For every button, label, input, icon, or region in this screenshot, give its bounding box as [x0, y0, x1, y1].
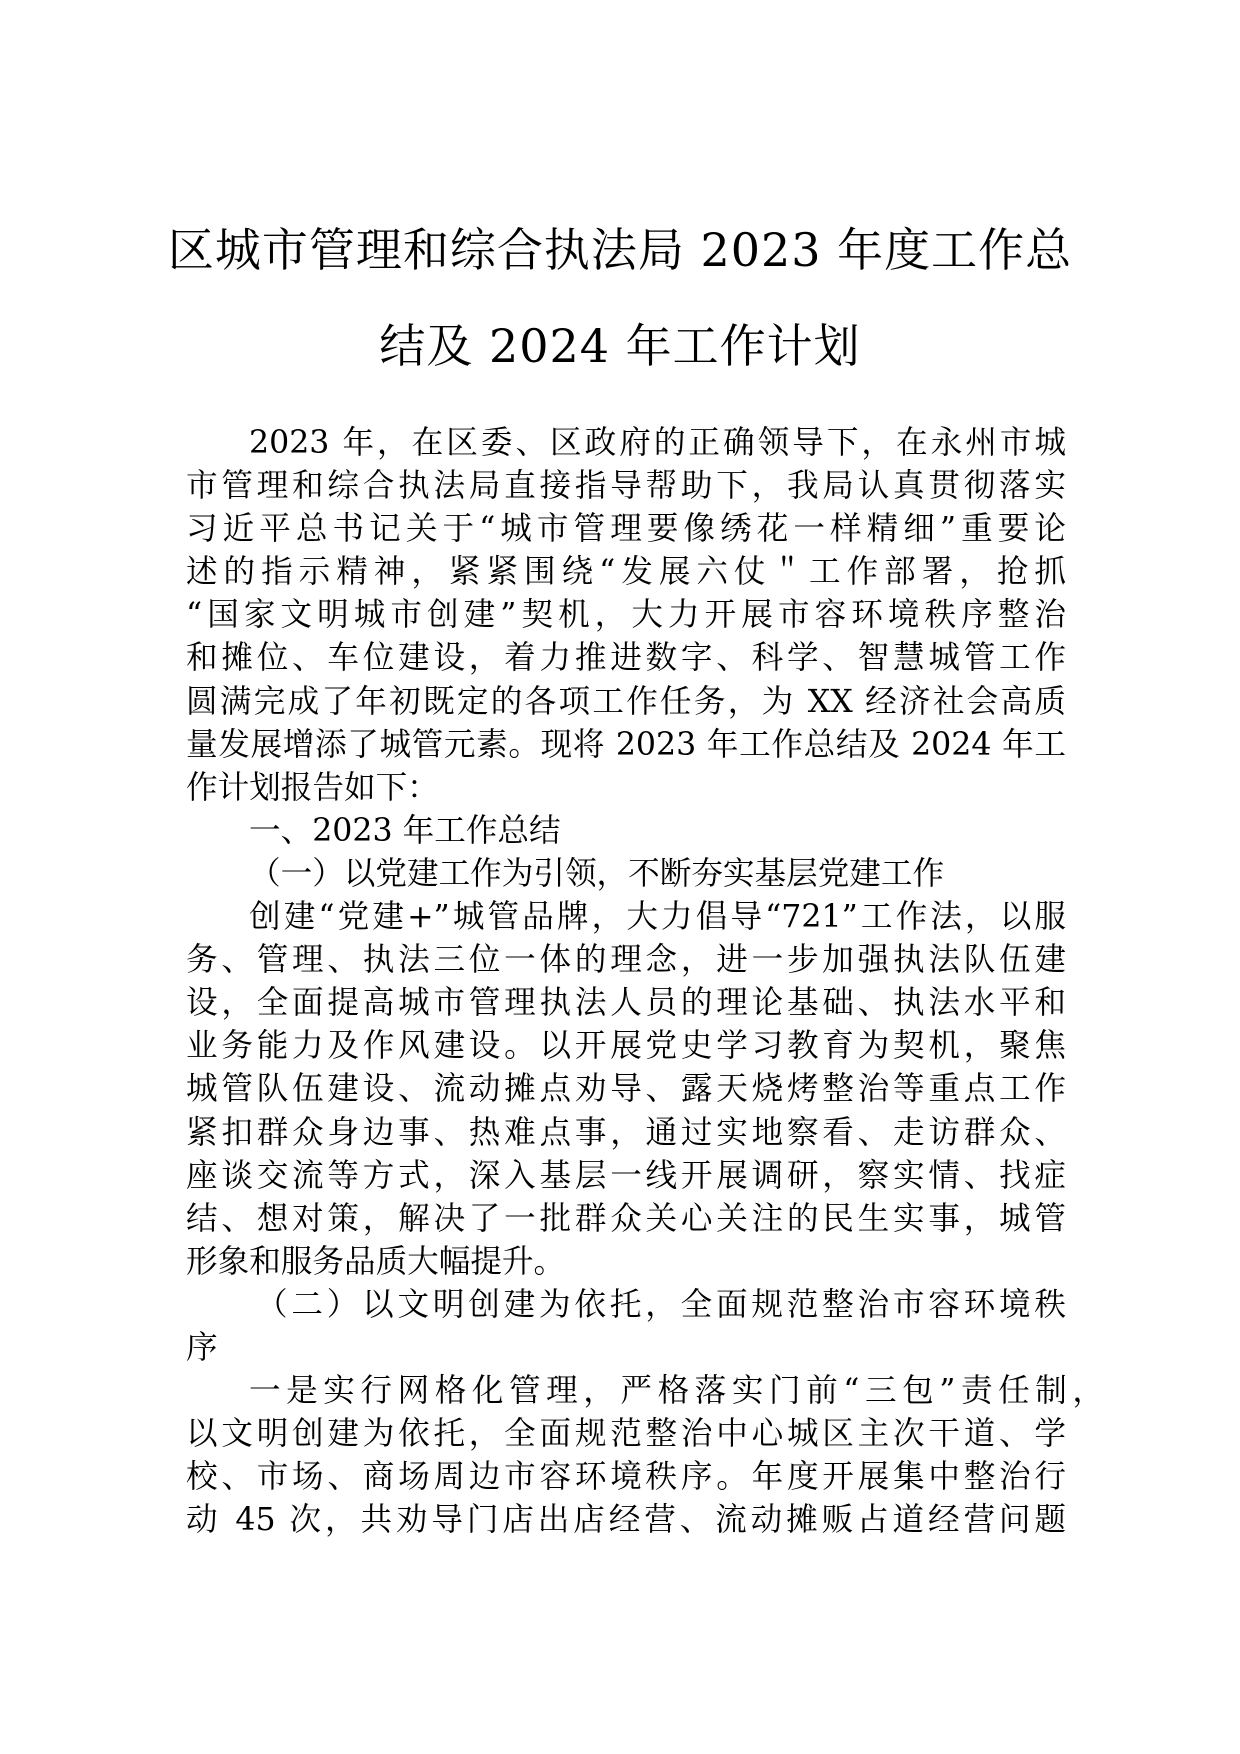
paragraph-line: 以文明创建为依托，全面规范整治中心城区主次干道、学: [186, 1416, 1066, 1453]
paragraph-line: 务、管理、执法三位一体的理念，进一步加强执法队伍建: [186, 942, 1066, 979]
intro-line: 作计划报告如下：: [186, 769, 439, 806]
intro-line: 量发展增添了城管元素。现将 2023 年工作总结及 2024 年工: [186, 726, 1066, 763]
subsection-heading: （二）以文明创建为依托，全面规范整治市容环境秩: [256, 1286, 1066, 1323]
section-heading: 一、2023 年工作总结: [249, 812, 561, 849]
intro-line: “国家文明城市创建”契机，大力开展市容环境秩序整治: [186, 597, 1066, 634]
paragraph-line: 形象和服务品质大幅提升。: [186, 1243, 566, 1280]
paragraph-line: 创建“党建+”城管品牌，大力倡导“721”工作法，以服: [249, 899, 1066, 936]
intro-line: 市管理和综合执法局直接指导帮助下，我局认真贯彻落实: [186, 468, 1066, 505]
intro-line: 习近平总书记关于“城市管理要像绣花一样精细”重要论: [186, 511, 1066, 548]
paragraph-line: 城管队伍建设、流动摊点劝导、露天烧烤整治等重点工作: [186, 1071, 1066, 1108]
paragraph-line: 紧扣群众身边事、热难点事，通过实地察看、走访群众、: [186, 1114, 1066, 1151]
subsection-heading: （一）以党建工作为引领，不断夯实基层党建工作: [249, 855, 945, 892]
paragraph-line: 业务能力及作风建设。以开展党史学习教育为契机，聚焦: [186, 1028, 1066, 1065]
paragraph-line: 动 45 次，共劝导门店出店经营、流动摊贩占道经营问题: [186, 1502, 1066, 1539]
intro-line: 和摊位、车位建设，着力推进数字、科学、智慧城管工作: [186, 640, 1066, 677]
intro-line: 述的指示精神，紧紧围绕“发展六仗＂工作部署，抢抓: [186, 554, 1066, 591]
paragraph-line: 校、市场、商场周边市容环境秩序。年度开展集中整治行: [186, 1459, 1066, 1496]
subsection-heading: 序: [186, 1329, 218, 1366]
paragraph-line: 结、想对策，解决了一批群众关心关注的民生实事，城管: [186, 1200, 1066, 1237]
paragraph-line: 座谈交流等方式，深入基层一线开展调研，察实情、找症: [186, 1157, 1066, 1194]
intro-line: 圆满完成了年初既定的各项工作任务，为 XX 经济社会高质: [186, 683, 1066, 720]
document-body: [186, 422, 1104, 1542]
intro-line: 2023 年，在区委、区政府的正确领导下，在永州市城: [249, 425, 1066, 461]
paragraph-line: 一是实行网格化管理，严格落实门前“三包”责任制，: [249, 1373, 1104, 1410]
paragraph-line: 设，全面提高城市管理执法人员的理论基础、执法水平和: [186, 985, 1066, 1022]
document-title-line-2: 结及 2024 年工作计划: [379, 319, 861, 373]
document-title-line-1: 区城市管理和综合执法局 2023 年度工作总: [167, 223, 1073, 277]
